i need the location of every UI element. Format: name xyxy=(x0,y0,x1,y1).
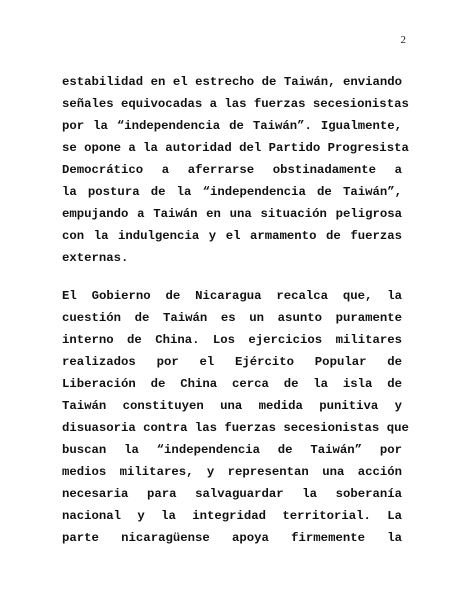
paragraph-1-line: Democrático a aferrarse obstinadamente a xyxy=(62,163,402,177)
paragraph-2-line: medios militares, y representan una acción xyxy=(62,465,402,479)
paragraph-2-line: cuestión de Taiwán es un asunto puramente xyxy=(62,311,402,325)
paragraph-2-line: nacional y la integridad territorial. La xyxy=(62,509,402,523)
paragraph-1-line: señales equivocadas a las fuerzas secesionistas xyxy=(62,97,409,111)
paragraph-1-line: se opone a la autoridad del Partido Progresista xyxy=(62,141,409,155)
paragraph-2-line: parte nicaragüense apoya firmemente la xyxy=(62,531,402,545)
paragraph-2-line: necesaria para salvaguardar la soberanía xyxy=(62,487,402,501)
paragraph-1-line: externas. xyxy=(62,251,129,265)
paragraph-1-line: por la “independencia de Taiwán”. Igualmente, xyxy=(62,119,402,133)
paragraph-2-line: Liberación de China cerca de la isla de xyxy=(62,377,402,391)
paragraph-2-line: disuasoria contra las fuerzas secesionistas que xyxy=(62,421,409,435)
paragraph-1-line: la postura de la “independencia de Taiwán”, xyxy=(62,185,402,199)
paragraph-1-line: empujando a Taiwán en una situación peligrosa xyxy=(62,207,402,221)
paragraph-2-line: Taiwán constituyen una medida punitiva y xyxy=(62,399,402,413)
paragraph-1-line: con la indulgencia y el armamento de fuerzas xyxy=(62,229,402,243)
paragraph-1 xyxy=(62,71,409,269)
paragraph-2-line: El Gobierno de Nicaragua recalca que, la xyxy=(62,289,402,303)
paragraph-2-line: buscan la “independencia de Taiwán” por xyxy=(62,443,402,457)
paragraph-2-line: interno de China. Los ejercicios militares xyxy=(62,333,402,347)
paragraph-2-line: realizados por el Ejército Popular de xyxy=(62,355,402,369)
paragraph-2 xyxy=(62,285,409,549)
paragraph-1-line: estabilidad en el estrecho de Taiwán, enviando xyxy=(62,75,402,89)
page-number: 2 xyxy=(400,34,406,46)
